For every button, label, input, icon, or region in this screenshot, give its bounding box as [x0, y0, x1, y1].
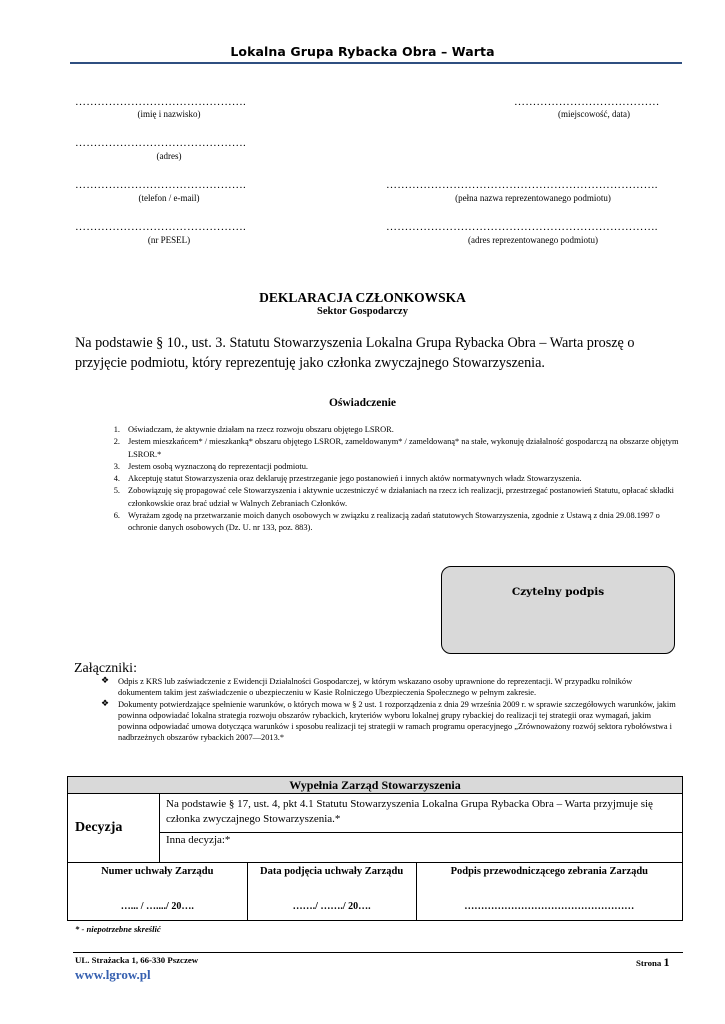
statement-list — [94, 424, 680, 535]
page-number: 1 — [663, 955, 670, 969]
declaration-title: DEKLARACJA CZŁONKOWSKA — [259, 290, 466, 305]
header-org-name: Lokalna Grupa Rybacka Obra – Warta — [230, 44, 495, 59]
board-table — [67, 776, 683, 921]
footer-divider — [73, 952, 683, 953]
phone-email-label: (telefon / e-mail) — [138, 193, 200, 203]
website-link[interactable]: www.lgrow.pl — [75, 967, 151, 982]
page-label: Strona — [636, 958, 662, 968]
page-indicator — [636, 955, 669, 970]
declaration-subtitle: Sektor Gospodarczy — [317, 306, 408, 317]
place-date-label: (miejscowość, data) — [558, 109, 630, 119]
list-item: 2. Jestem mieszkańcem* / mieszkanką* obszaru objętego LSROR, zameldowanym* / zameldowaną* na stałe, wykonuję działalność gospodarczą na obszarze objętym LSROR.* — [113, 437, 679, 459]
entity-address-dotted-line[interactable]: ………………………………………………………………. — [386, 221, 658, 233]
chair-signature-cell[interactable] — [417, 863, 682, 920]
signature-label: Czytelny podpis — [511, 586, 605, 598]
board-right-cells — [247, 863, 682, 921]
other-decision-field[interactable]: Inna decyzja:* — [160, 833, 683, 863]
list-item: ❖ Dokumenty potwierdzające spełnienie warunków, o których mowa w § 2 ust. 1 rozporządzenia z dnia 29 września 2009 r. w sprawie szczegółowych warunków, jakim powinna odpowiadać lokalna strategia rozwoju obszarów rybackich, kryteriów wyboru lokalnej grupy rybackiej do realizacji tej strategii oraz wymagań, jakim powinna odpowiadać umowa dotycząca warunków i sposobu realizacji tej strategii w ramach programu operacyjnego „Zrównoważony rozwój sektora rybołówstwa i nadbrzeżnych obszarów rybackich 2007—2013.* — [101, 697, 676, 743]
resolution-date-cell[interactable] — [248, 863, 417, 920]
bullet-icon: ❖ — [101, 675, 110, 685]
resolution-number-value: …... / …..../ 20…. — [120, 901, 194, 912]
pesel-label: (nr PESEL) — [147, 235, 191, 245]
address-label: (adres) — [156, 151, 182, 161]
footer-address: UL. Strażacka 1, 66-330 Pszczew — [75, 955, 199, 965]
address-dotted-line[interactable]: ………………………………………. — [75, 137, 246, 149]
attachments-title: Załączniki: — [74, 661, 137, 676]
header-divider — [70, 62, 682, 64]
decision-text: Na podstawie § 17, ust. 4, pkt 4.1 Statutu Stowarzyszenia Lokalna Grupa Rybacka Obra – Warta przyjmuje się członka zwyczajnego Stowarzyszenia.* — [160, 794, 683, 833]
chair-signature-header: Podpis przewodniczącego zebrania Zarządu — [450, 866, 649, 877]
entity-name-dotted-line[interactable]: ………………………………………………………………. — [386, 179, 658, 191]
declaration-intro: Na podstawie § 10., ust. 3. Statutu Stowarzyszenia Lokalna Grupa Rybacka Obra – Warta proszę o przyjęcie podmiotu, który reprezentuję jako członka zwyczajnego Stowarzyszenia. — [75, 335, 635, 371]
pesel-dotted-line[interactable]: ………………………………………. — [75, 221, 246, 233]
entity-address-label: (adres reprezentowanego podmiotu) — [468, 235, 598, 245]
board-title: Wypełnia Zarząd Stowarzyszenia — [68, 777, 683, 794]
decision-label: Decyzja — [68, 794, 160, 863]
list-item: 6. Wyrażam zgodę na przetwarzanie moich danych osobowych w związku z realizacją zadań statutowych Stowarzyszenia, zgodnie z Ustawą z dnia 29.08.1997 o ochronie danych osobowych (Dz. U. nr 133, poz. 883). — [113, 511, 660, 533]
chair-signature-value: …………………………………………… — [464, 901, 635, 912]
name-dotted-line[interactable]: ………………………………………. — [75, 96, 246, 108]
resolution-number-cell[interactable] — [68, 863, 248, 921]
attachments-list — [75, 676, 677, 744]
list-item: 4. Akceptuję statut Stowarzyszenia oraz deklaruję przestrzeganie jego postanowień i innych aktów normatywnych władz Stowarzyszenia. — [113, 474, 582, 484]
place-date-dotted-line[interactable]: ………………………………… — [514, 96, 660, 108]
entity-name-label: (pełna nazwa reprezentowanego podmiotu) — [455, 193, 611, 203]
signature-box[interactable] — [441, 566, 675, 654]
list-item: ❖ Odpis z KRS lub zaświadczenie z Ewidencji Działalności Gospodarczej, w którym wskazano osoby uprawnione do reprezentacji. W przypadku rolników dokumentem takim jest zaświadczenie o ubezpieczeniu w Kasie Rolniczego Ubezpieczenia Społecznego w pełnym zakresie. — [101, 675, 633, 698]
resolution-date-value: ……./ ……./ 20…. — [292, 901, 371, 912]
list-item: 1. Oświadczam, że aktywnie działam na rzecz rozwoju obszaru objętego LSROR. — [113, 425, 394, 434]
bullet-icon: ❖ — [101, 697, 110, 708]
phone-email-dotted-line[interactable]: ………………………………………. — [75, 179, 246, 191]
list-item: 3. Jestem osobą wyznaczoną do reprezentacji podmiotu. — [113, 461, 308, 471]
footnote: * - niepotrzebne skreślić — [75, 924, 161, 934]
name-label: (imię i nazwisko) — [137, 109, 201, 119]
resolution-number-header: Numer uchwały Zarządu — [101, 866, 214, 877]
resolution-date-header: Data podjęcia uchwały Zarządu — [260, 866, 404, 877]
statement-title: Oświadczenie — [328, 397, 397, 409]
list-item: 5. Zobowiązuję się propagować cele Stowarzyszenia i aktywnie uczestniczyć w działaniach na rzecz ich realizacji, przestrzegać postanowień Statutu, opłacać składki członkowskie oraz brać udział w Walnych Zebraniach Członków. — [113, 486, 674, 508]
